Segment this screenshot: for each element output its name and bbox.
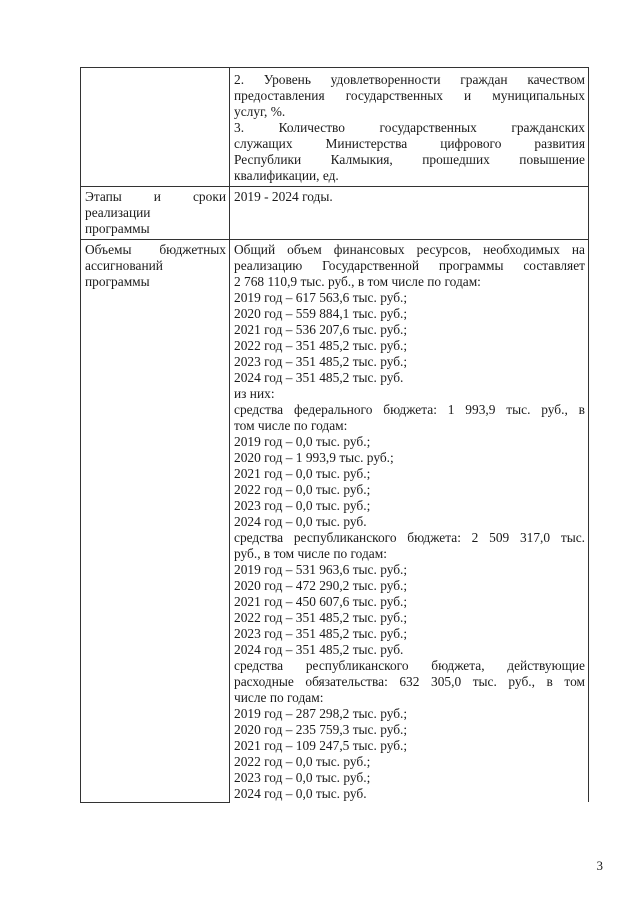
stages-row (81, 187, 589, 240)
budget-line: Общий объем финансовых ресурсов, необходимых на (234, 242, 585, 257)
page-number: 3 (596, 858, 603, 873)
budget-line: 2022 год – 351 485,2 тыс. руб.; (234, 338, 408, 353)
budget-content-cell (230, 240, 589, 803)
budget-label-line: Объемы бюджетных (85, 242, 226, 257)
budget-line: средства федерального бюджета: 1 993,9 тыс. руб., в (234, 402, 585, 417)
stages-label-line: Этапы и сроки (85, 189, 226, 204)
budget-line: 2019 год – 617 563,6 тыс. руб.; (234, 290, 408, 305)
stages-content-cell (230, 187, 589, 240)
indicators-line: Республики Калмыкия, прошедших повышение (234, 152, 585, 167)
budget-line: из них: (234, 386, 275, 401)
indicators-line: предоставления государственных и муниципальных (234, 88, 585, 103)
budget-line: руб., в том числе по годам: (234, 546, 387, 561)
budget-line: 2024 год – 0,0 тыс. руб. (234, 514, 367, 529)
budget-line: том числе по годам: (234, 418, 348, 433)
indicators-row (81, 68, 589, 187)
budget-line: 2023 год – 351 485,2 тыс. руб.; (234, 354, 408, 369)
budget-line: 2020 год – 559 884,1 тыс. руб.; (234, 306, 408, 321)
budget-line: 2021 год – 450 607,6 тыс. руб.; (234, 594, 408, 609)
budget-line: 2019 год – 287 298,2 тыс. руб.; (234, 706, 408, 721)
budget-line: 2020 год – 472 290,2 тыс. руб.; (234, 578, 408, 593)
indicators-label-cell (81, 68, 230, 187)
indicators-line: услуг, %. (234, 104, 286, 119)
budget-line: 2022 год – 0,0 тыс. руб.; (234, 754, 371, 769)
indicators-line: служащих Министерства цифрового развития (234, 136, 585, 151)
stages-label-cell (81, 187, 230, 240)
budget-row (81, 240, 589, 803)
budget-label-line: ассигнований (85, 258, 163, 273)
budget-line: реализацию Государственной программы составляет (234, 258, 585, 273)
budget-line: 2023 год – 0,0 тыс. руб.; (234, 498, 371, 513)
budget-line: 2019 год – 0,0 тыс. руб.; (234, 434, 371, 449)
budget-line: 2021 год – 536 207,6 тыс. руб.; (234, 322, 408, 337)
budget-line: расходные обязательства: 632 305,0 тыс. руб., в том (234, 674, 585, 689)
budget-line: 2022 год – 0,0 тыс. руб.; (234, 482, 371, 497)
budget-line: числе по годам: (234, 690, 324, 705)
indicators-line: квалификации, ед. (234, 168, 339, 183)
budget-line: 2020 год – 235 759,3 тыс. руб.; (234, 722, 408, 737)
budget-line: 2023 год – 0,0 тыс. руб.; (234, 770, 371, 785)
budget-label-cell (81, 240, 230, 803)
budget-line: 2024 год – 0,0 тыс. руб. (234, 786, 367, 801)
program-passport-table (80, 67, 589, 803)
budget-line: 2022 год – 351 485,2 тыс. руб.; (234, 610, 408, 625)
budget-line: 2019 год – 531 963,6 тыс. руб.; (234, 562, 408, 577)
budget-line: 2024 год – 351 485,2 тыс. руб. (234, 370, 404, 385)
indicators-line: 3. Количество государственных гражданских (234, 120, 585, 135)
stages-label-line: программы (85, 221, 150, 236)
budget-line: 2023 год – 351 485,2 тыс. руб.; (234, 626, 408, 641)
indicators-content-cell (230, 68, 589, 187)
budget-line: средства республиканского бюджета: 2 509 317,0 тыс. (234, 530, 585, 545)
stages-label-line: реализации (85, 205, 151, 220)
budget-line: 2 768 110,9 тыс. руб., в том числе по годам: (234, 274, 481, 289)
budget-line: средства республиканского бюджета, действующие (234, 658, 585, 673)
budget-line: 2024 год – 351 485,2 тыс. руб. (234, 642, 404, 657)
budget-label-line: программы (85, 274, 150, 289)
budget-line: 2021 год – 0,0 тыс. руб.; (234, 466, 371, 481)
indicators-line: 2. Уровень удовлетворенности граждан качеством (234, 72, 585, 87)
stages-value: 2019 - 2024 годы. (234, 189, 333, 204)
budget-line: 2021 год – 109 247,5 тыс. руб.; (234, 738, 408, 753)
budget-line: 2020 год – 1 993,9 тыс. руб.; (234, 450, 394, 465)
